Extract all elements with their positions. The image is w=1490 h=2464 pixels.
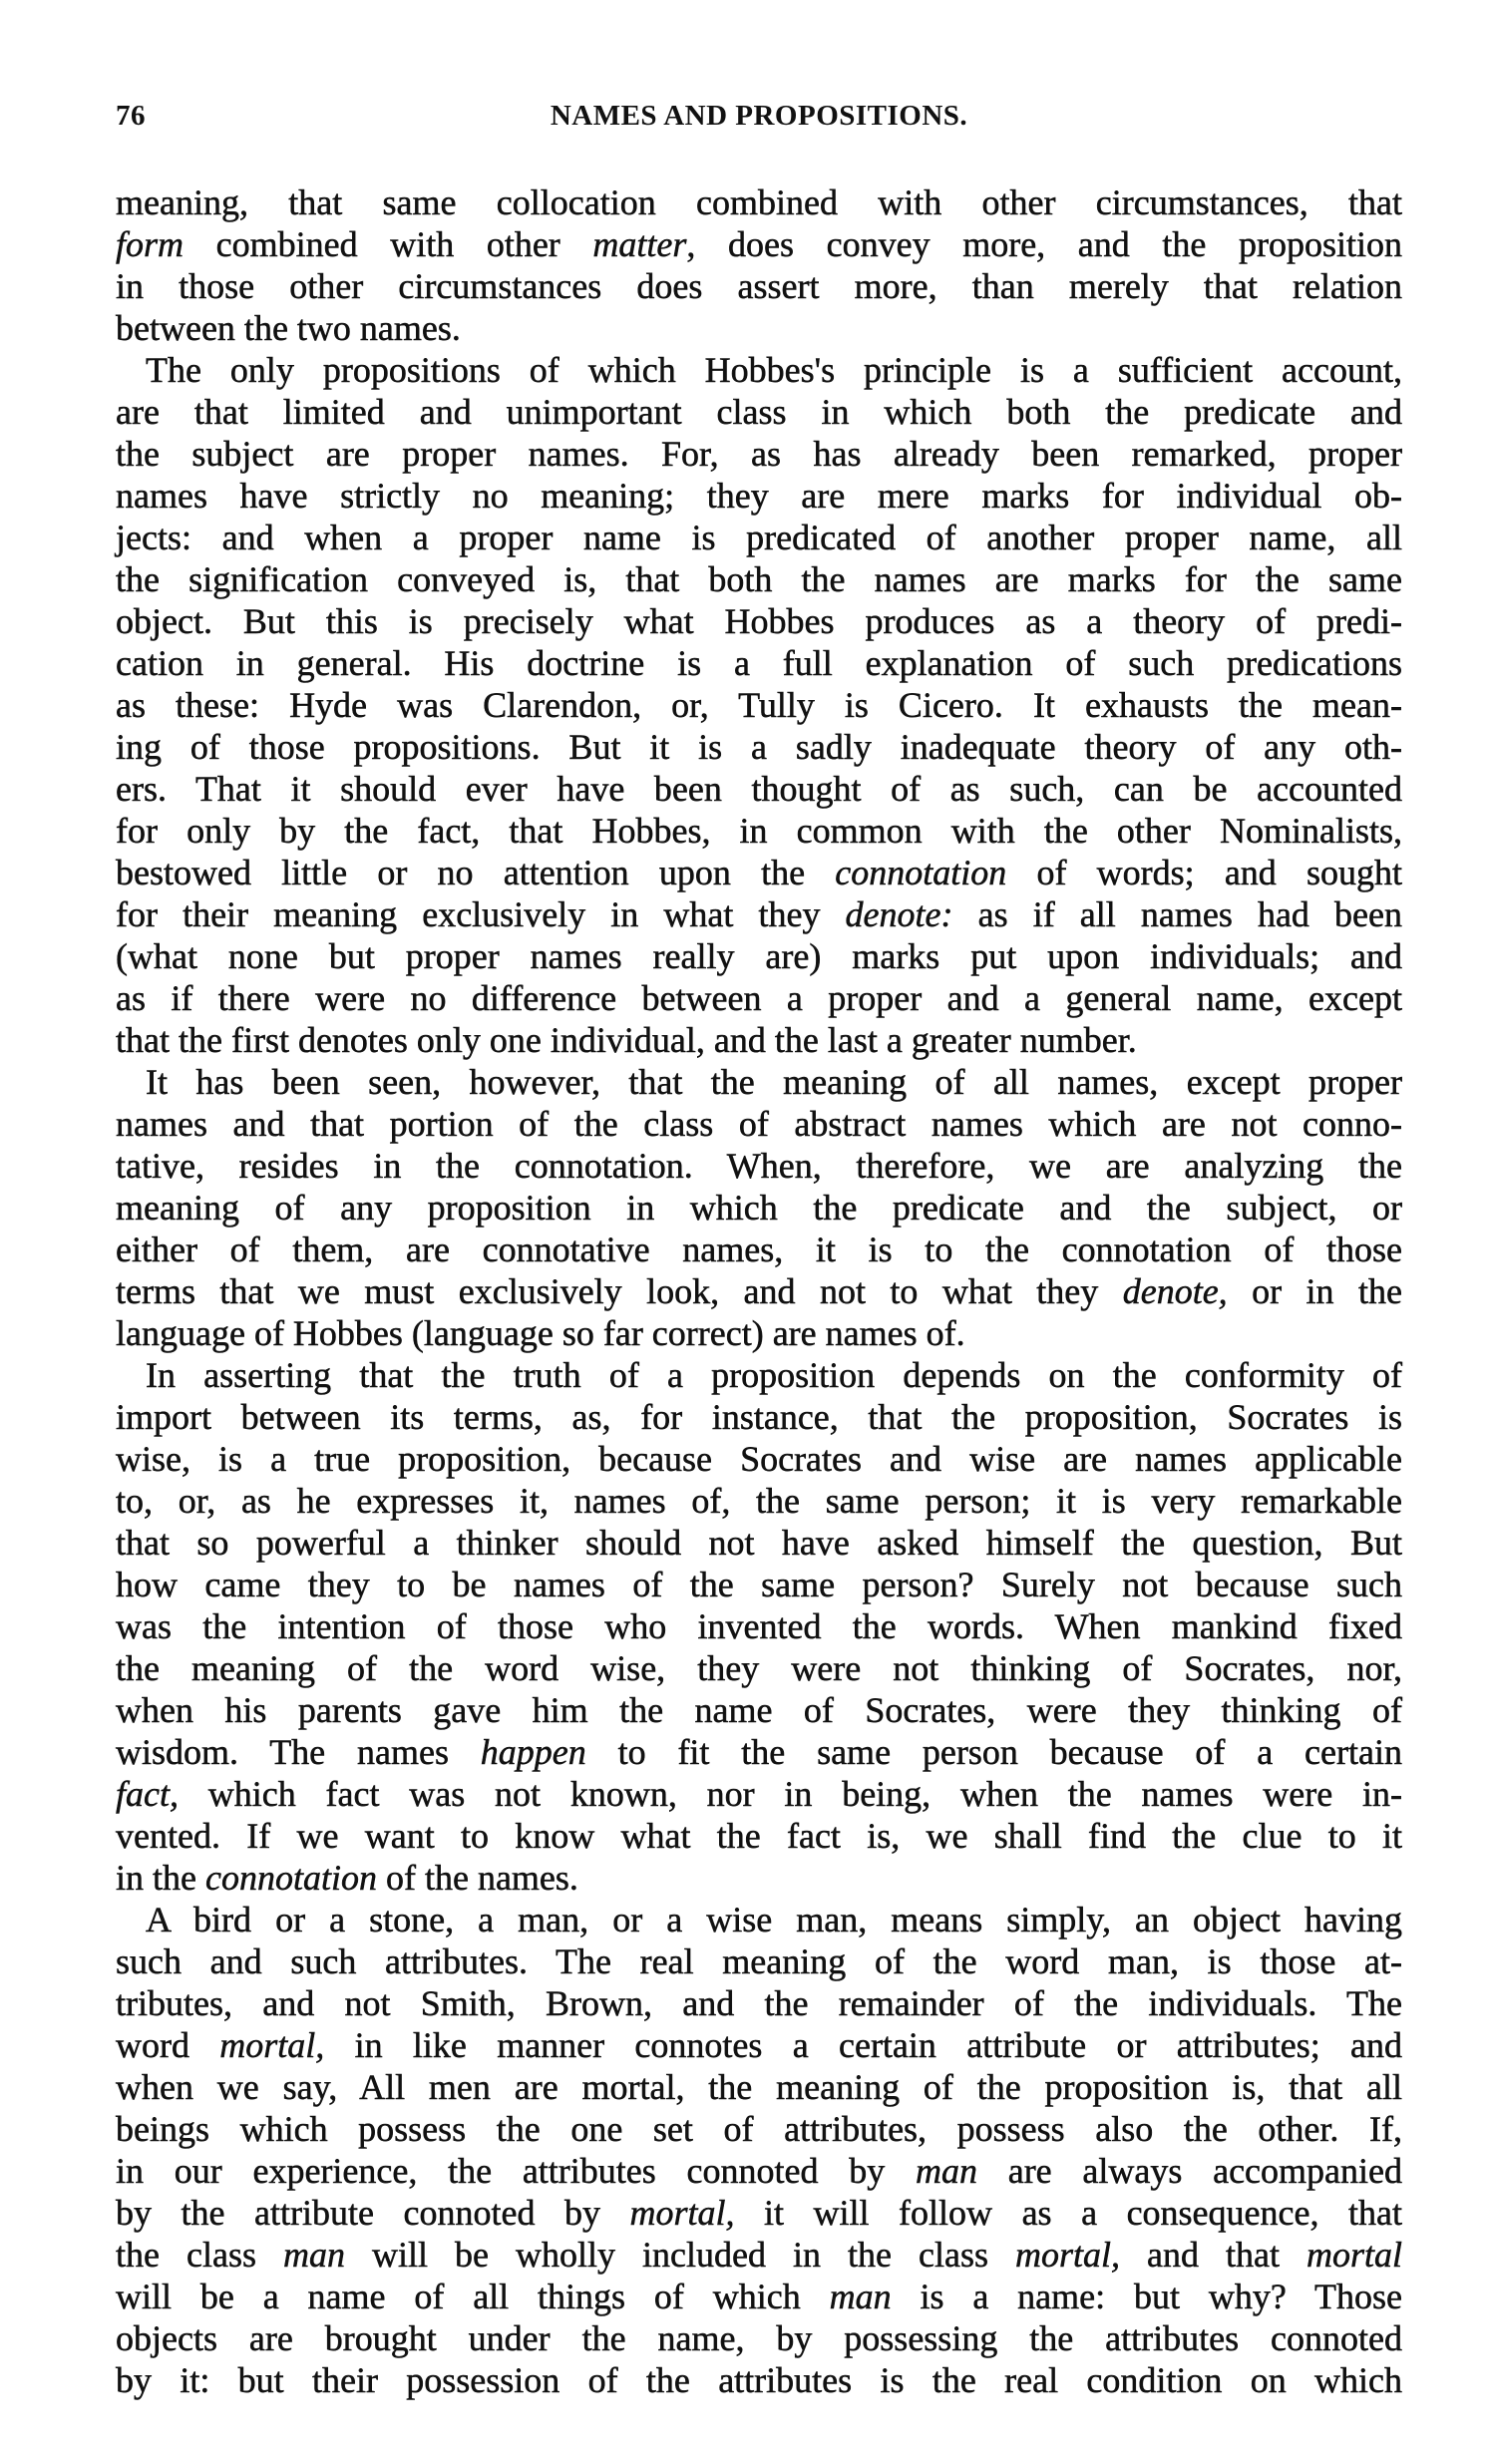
text-span: object. But this is precisely what Hobbes produces as a theory of predi- <box>116 601 1402 641</box>
text-span: will be a name of all things of which <box>116 2277 830 2316</box>
text-line <box>116 893 1402 935</box>
text-line <box>116 307 1402 349</box>
running-title: NAMES AND PROPOSITIONS. <box>550 100 968 132</box>
text-span: names and that portion of the class of abstract names which are not conno- <box>116 1104 1402 1144</box>
text-span: meaning, that same collocation combined with other circumstances, that <box>116 182 1402 222</box>
text-span: It has been seen, however, that the meaning of all names, except proper <box>146 1062 1402 1102</box>
italic-text: happen <box>480 1732 586 1772</box>
text-line <box>116 391 1402 433</box>
text-span: import between its terms, as, for instance, that the proposition, Socrates is <box>116 1397 1402 1437</box>
text-line <box>116 1229 1402 1270</box>
text-span: are always accompanied <box>976 2151 1402 2191</box>
text-span: in like manner connotes a certain attribute or attributes; and <box>324 2025 1402 2065</box>
text-span: as these: Hyde was Clarendon, or, Tully is Cicero. It exhausts the mean- <box>116 685 1402 725</box>
text-span: The only propositions of which Hobbes's principle is a sufficient account, <box>146 350 1402 390</box>
text-span: when his parents gave him the name of Socrates, were they thinking of <box>116 1690 1402 1730</box>
text-span: meaning of any proposition in which the predicate and the subject, or <box>116 1188 1402 1228</box>
text-span: are that limited and unimportant class in which both the predicate and <box>116 392 1402 432</box>
text-span: it will follow as a consequence, that <box>734 2193 1402 2233</box>
text-span: the meaning of the word wise, they were not thinking of Socrates, nor, <box>116 1648 1402 1688</box>
text-span: wisdom. The names <box>116 1732 481 1772</box>
text-line <box>116 2276 1402 2317</box>
text-line <box>116 2108 1402 2150</box>
text-span: as if there were no difference between a proper and a general name, except <box>116 978 1402 1018</box>
text-line <box>116 1396 1402 1438</box>
text-line <box>116 2317 1402 2359</box>
text-span: the signification conveyed is, that both the names are marks for the same <box>116 559 1402 599</box>
text-span: combined with other <box>184 224 593 264</box>
text-line <box>116 1187 1402 1229</box>
text-line <box>116 1103 1402 1145</box>
text-line <box>116 1522 1402 1564</box>
text-span: In asserting that the truth of a proposition depends on the conformity of <box>146 1355 1402 1395</box>
text-span: such and such attributes. The real meaning of the word man, is those at- <box>116 1941 1402 1981</box>
text-span: was the intention of those who invented the words. When mankind fixed <box>116 1606 1402 1646</box>
text-span: vented. If we want to know what the fact is, we shall find the clue to it <box>116 1816 1402 1856</box>
italic-text: mortal, <box>629 2193 735 2233</box>
text-span: to, or, as he expresses it, names of, the same person; it is very remarkable <box>116 1481 1402 1521</box>
text-line <box>116 1019 1402 1061</box>
text-span: that the first denotes only one individual, and the last a greater number. <box>116 1020 1137 1060</box>
text-span: when we say, All men are mortal, the meaning of the proposition is, that all <box>116 2067 1402 2107</box>
text-line <box>116 265 1402 307</box>
text-line <box>116 1815 1402 1857</box>
text-line <box>116 810 1402 852</box>
text-line <box>116 768 1402 810</box>
paragraph <box>116 1061 1402 1354</box>
text-line <box>116 558 1402 600</box>
text-span: objects are brought under the name, by possessing the attributes connoted <box>116 2318 1402 2358</box>
text-span: terms that we must exclusively look, and not to what they <box>116 1271 1123 1311</box>
text-line <box>116 1145 1402 1187</box>
text-line <box>116 1940 1402 1982</box>
text-span: in our experience, the attributes connoted by <box>116 2151 916 2191</box>
text-line <box>116 1899 1402 1940</box>
italic-text: connotation <box>204 1858 377 1898</box>
italic-text: man <box>915 2151 977 2191</box>
text-line <box>116 600 1402 642</box>
text-line <box>116 852 1402 893</box>
text-span: that so powerful a thinker should not have asked himself the question, But <box>116 1523 1402 1563</box>
text-line <box>116 1605 1402 1647</box>
paragraph <box>116 1354 1402 1899</box>
text-span: , does convey more, and the proposition <box>686 224 1402 264</box>
text-span: of words; and sought <box>1006 853 1403 892</box>
text-span: or in the <box>1227 1271 1402 1311</box>
text-span: wise, is a true proposition, because Socrates and wise are names applicable <box>116 1439 1402 1479</box>
text-span: in those other circumstances does assert more, than merely that relation <box>116 266 1402 306</box>
text-span: as if all names had been <box>952 894 1402 934</box>
text-span: the class <box>116 2235 283 2275</box>
text-line <box>116 1354 1402 1396</box>
text-line <box>116 181 1402 223</box>
text-line <box>116 223 1402 265</box>
text-line <box>116 1689 1402 1731</box>
text-span: and that <box>1119 2235 1306 2275</box>
text-line <box>116 642 1402 684</box>
text-span: for their meaning exclusively in what they <box>116 894 846 934</box>
italic-text: mortal, <box>219 2025 325 2065</box>
italic-text: fact, <box>116 1774 179 1814</box>
text-span: either of them, are connotative names, it is to the connotation of those <box>116 1230 1402 1269</box>
text-span: jects: and when a proper name is predicated of another proper name, all <box>116 518 1402 557</box>
text-line <box>116 684 1402 726</box>
text-span: A bird or a stone, a man, or a wise man, means simply, an object having <box>146 1900 1402 1939</box>
text-line <box>116 1270 1402 1312</box>
text-line <box>116 1438 1402 1480</box>
text-line <box>116 1480 1402 1522</box>
text-line <box>116 935 1402 977</box>
text-span: names have strictly no meaning; they are mere marks for individual ob- <box>116 476 1402 516</box>
italic-text: mortal <box>1305 2235 1402 2275</box>
running-header <box>116 100 1402 144</box>
text-line <box>116 2192 1402 2234</box>
text-line <box>116 2150 1402 2192</box>
italic-text: man <box>829 2277 892 2316</box>
text-span: ers. That it should ever have been thought of as such, can be accounted <box>116 769 1402 809</box>
text-line <box>116 349 1402 391</box>
italic-text: man <box>282 2235 345 2275</box>
italic-text: connotation <box>835 853 1007 892</box>
text-span: is a name: but why? Those <box>891 2277 1402 2316</box>
italic-text: mortal, <box>1014 2235 1120 2275</box>
page-number: 76 <box>116 100 146 132</box>
italic-text: denote, <box>1122 1271 1228 1311</box>
text-line <box>116 475 1402 517</box>
paragraph <box>116 181 1402 349</box>
text-line <box>116 977 1402 1019</box>
text-span: word <box>116 2025 220 2065</box>
text-span: tributes, and not Smith, Brown, and the remainder of the individuals. The <box>116 1983 1402 2023</box>
text-line <box>116 726 1402 768</box>
text-span: for only by the fact, that Hobbes, in common with the other Nominalists, <box>116 811 1402 851</box>
text-span: by it: but their possession of the attributes is the real condition on which <box>116 2360 1402 2400</box>
text-line <box>116 2024 1402 2066</box>
italic-text: matter <box>592 224 687 264</box>
text-line <box>116 2234 1402 2276</box>
text-line <box>116 2359 1402 2401</box>
text-line <box>116 1312 1402 1354</box>
text-span: will be wholly included in the class <box>344 2235 1015 2275</box>
text-span: ing of those propositions. But it is a sadly inadequate theory of any oth- <box>116 727 1402 767</box>
text-line <box>116 1564 1402 1605</box>
text-span: bestowed little or no attention upon the <box>116 853 836 892</box>
text-span: which fact was not known, nor in being, when the names were in- <box>178 1774 1402 1814</box>
text-span: tative, resides in the connotation. When, therefore, we are analyzing the <box>116 1146 1402 1186</box>
text-span: the subject are proper names. For, as has already been remarked, proper <box>116 434 1402 474</box>
text-span: beings which possess the one set of attributes, possess also the other. If, <box>116 2109 1402 2149</box>
italic-text: form <box>116 224 185 264</box>
text-line <box>116 517 1402 558</box>
paragraph <box>116 349 1402 1061</box>
text-span: by the attribute connoted by <box>116 2193 630 2233</box>
text-span: to fit the same person because of a certain <box>585 1732 1402 1772</box>
page-body <box>116 181 1402 2401</box>
text-line <box>116 1061 1402 1103</box>
text-span: cation in general. His doctrine is a full explanation of such predications <box>116 643 1402 683</box>
italic-text: denote: <box>845 894 953 934</box>
text-span: how came they to be names of the same person? Surely not because such <box>116 1565 1402 1604</box>
text-line <box>116 433 1402 475</box>
text-line <box>116 1982 1402 2024</box>
text-line <box>116 1731 1402 1773</box>
paragraph <box>116 1899 1402 2401</box>
text-span: in the <box>116 1858 205 1898</box>
text-line <box>116 1773 1402 1815</box>
text-line <box>116 2066 1402 2108</box>
text-line <box>116 1857 1402 1899</box>
text-span: language of Hobbes (language so far correct) are names of. <box>116 1313 965 1353</box>
text-line <box>116 1647 1402 1689</box>
text-span: between the two names. <box>116 308 461 348</box>
text-span: of the names. <box>376 1858 578 1898</box>
text-span: (what none but proper names really are) marks put upon individuals; and <box>116 936 1402 976</box>
